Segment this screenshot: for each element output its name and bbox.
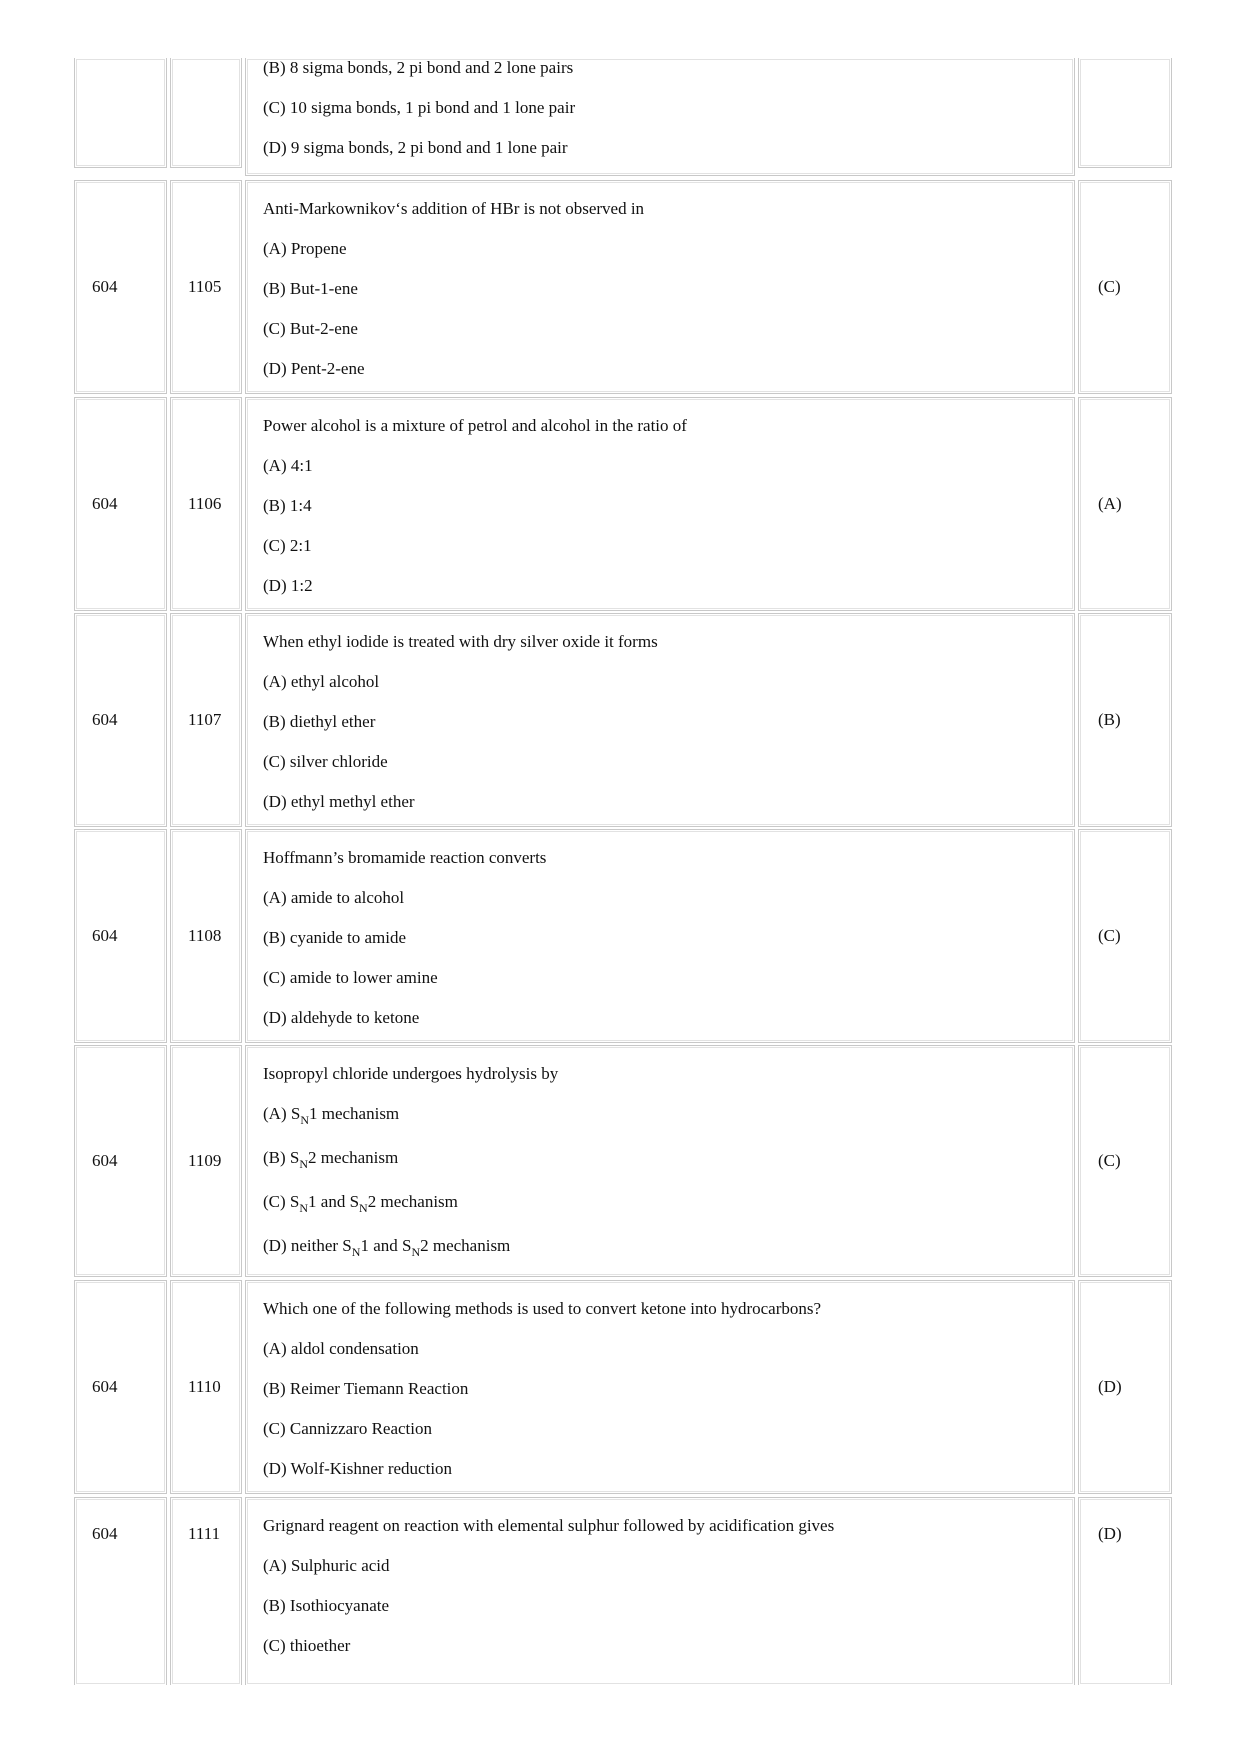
option-c: (C) thioether	[263, 1636, 351, 1655]
question-text: Power alcohol is a mixture of petrol and alcohol in the ratio of	[263, 416, 687, 435]
question-number-cell	[170, 829, 242, 1043]
question-cell	[245, 613, 1075, 827]
question-number-cell	[170, 58, 242, 168]
answer: (D)	[1098, 1377, 1122, 1396]
chapter-code: 604	[92, 1377, 118, 1396]
option-text: 2 mechanism	[420, 1236, 511, 1255]
option-d: (D) Wolf-Kishner reduction	[263, 1459, 453, 1478]
question-text: Grignard reagent on reaction with elemental sulphur followed by acidification gives	[263, 1516, 835, 1535]
answer: (B)	[1098, 710, 1121, 729]
question-number: 1108	[188, 926, 222, 945]
question-number-cell	[170, 180, 242, 394]
option-a: (A) aldol condensation	[263, 1339, 419, 1358]
question-number: 1109	[188, 1151, 222, 1170]
answer-cell	[1078, 397, 1172, 611]
question-number-cell	[170, 1497, 242, 1685]
option-text: (C) S	[263, 1192, 300, 1211]
chapter-cell	[74, 58, 167, 168]
option-b: (B) 8 sigma bonds, 2 pi bond and 2 lone pairs	[263, 58, 574, 77]
option-b: (B) But-1-ene	[263, 279, 358, 298]
subscript: N	[299, 1201, 309, 1215]
option-a: (A) ethyl alcohol	[263, 672, 380, 691]
question-number-cell	[170, 1280, 242, 1494]
chapter-cell	[74, 1280, 167, 1494]
option-a: (A) 4:1	[263, 456, 313, 475]
answer-cell	[1078, 613, 1172, 827]
option-a: (A) Sulphuric acid	[263, 1556, 390, 1575]
answer: (A)	[1098, 494, 1122, 513]
chapter-code: 604	[92, 277, 118, 296]
question-content	[263, 1299, 1064, 1499]
question-number-cell	[170, 1045, 242, 1277]
option-a: (A) Propene	[263, 239, 347, 258]
chapter-code: 604	[92, 494, 118, 513]
question-content	[263, 632, 1064, 832]
answer-cell	[1078, 829, 1172, 1043]
option-text: 2 mechanism	[308, 1148, 399, 1167]
option-d: (D) Pent-2-ene	[263, 359, 365, 378]
answer: (C)	[1098, 277, 1121, 296]
question-cell	[245, 829, 1075, 1043]
subscript: N	[351, 1245, 361, 1259]
answer-cell	[1078, 1045, 1172, 1277]
question-cell	[245, 1280, 1075, 1494]
question-cell	[245, 1045, 1075, 1277]
option-c: (C) Cannizzaro Reaction	[263, 1419, 432, 1438]
option-a	[263, 1104, 1064, 1148]
chapter-cell	[74, 1497, 167, 1685]
question-content	[263, 416, 1064, 616]
option-c: (C) amide to lower amine	[263, 968, 438, 987]
chapter-cell	[74, 180, 167, 394]
question-number: 1105	[188, 277, 222, 296]
chapter-cell	[74, 613, 167, 827]
answer-cell	[1078, 58, 1172, 168]
answer-cell	[1078, 180, 1172, 394]
chapter-code: 604	[92, 926, 118, 945]
option-text: 2 mechanism	[367, 1192, 458, 1211]
question-cell	[245, 397, 1075, 611]
question-content	[263, 1516, 1064, 1676]
question-text: When ethyl iodide is treated with dry silver oxide it forms	[263, 632, 658, 651]
option-a: (A) amide to alcohol	[263, 888, 405, 907]
question-text: Hoffmann’s bromamide reaction converts	[263, 848, 547, 867]
option-c: (C) 10 sigma bonds, 1 pi bond and 1 lone pair	[263, 98, 576, 117]
chapter-cell	[74, 829, 167, 1043]
option-b	[263, 1148, 1064, 1192]
subscript: N	[299, 1157, 309, 1171]
option-d: (D) aldehyde to ketone	[263, 1008, 420, 1027]
answer-cell	[1078, 1280, 1172, 1494]
question-cell	[245, 58, 1075, 176]
option-b: (B) Isothiocyanate	[263, 1596, 390, 1615]
question-cell	[245, 180, 1075, 394]
subscript: N	[359, 1201, 368, 1215]
question-cell	[245, 1497, 1075, 1685]
chapter-code: 604	[92, 1151, 118, 1170]
question-number: 1110	[188, 1377, 221, 1396]
chapter-cell	[74, 397, 167, 611]
question-content	[263, 1064, 1064, 1280]
option-text: 1 and S	[308, 1192, 360, 1211]
option-b: (B) diethyl ether	[263, 712, 376, 731]
question-number-cell	[170, 613, 242, 827]
chapter-code: 604	[92, 1524, 118, 1543]
option-text: (B) S	[263, 1148, 300, 1167]
answer-cell	[1078, 1497, 1172, 1685]
answer: (D)	[1098, 1524, 1122, 1543]
option-d: (D) ethyl methyl ether	[263, 792, 415, 811]
question-number: 1111	[188, 1524, 221, 1543]
question-text: Anti-Markownikov‘s addition of HBr is not observed in	[263, 199, 645, 218]
question-number: 1106	[188, 494, 222, 513]
option-d: (D) 9 sigma bonds, 2 pi bond and 1 lone pair	[263, 138, 568, 157]
question-content	[263, 199, 1064, 399]
option-text: 1 and S	[360, 1236, 412, 1255]
question-number-cell	[170, 397, 242, 611]
option-b: (B) 1:4	[263, 496, 312, 515]
chapter-code: 604	[92, 710, 118, 729]
subscript: N	[411, 1245, 421, 1259]
option-b: (B) Reimer Tiemann Reaction	[263, 1379, 469, 1398]
question-content	[263, 58, 1064, 178]
option-text: (A) S	[263, 1104, 301, 1123]
question-number: 1107	[188, 710, 222, 729]
question-text: Which one of the following methods is used to convert ketone into hydrocarbons?	[263, 1299, 822, 1318]
question-text: Isopropyl chloride undergoes hydrolysis by	[263, 1064, 559, 1083]
option-b: (B) cyanide to amide	[263, 928, 407, 947]
answer: (C)	[1098, 926, 1121, 945]
option-d: (D) 1:2	[263, 576, 313, 595]
option-c: (C) silver chloride	[263, 752, 388, 771]
question-content	[263, 848, 1064, 1048]
option-text: 1 mechanism	[308, 1104, 400, 1123]
answer: (C)	[1098, 1151, 1121, 1170]
chapter-cell	[74, 1045, 167, 1277]
subscript: N	[300, 1113, 309, 1127]
option-c: (C) But-2-ene	[263, 319, 358, 338]
option-d	[263, 1236, 1064, 1280]
option-c: (C) 2:1	[263, 536, 312, 555]
option-c	[263, 1192, 1064, 1236]
option-text: (D) neither S	[263, 1236, 352, 1255]
